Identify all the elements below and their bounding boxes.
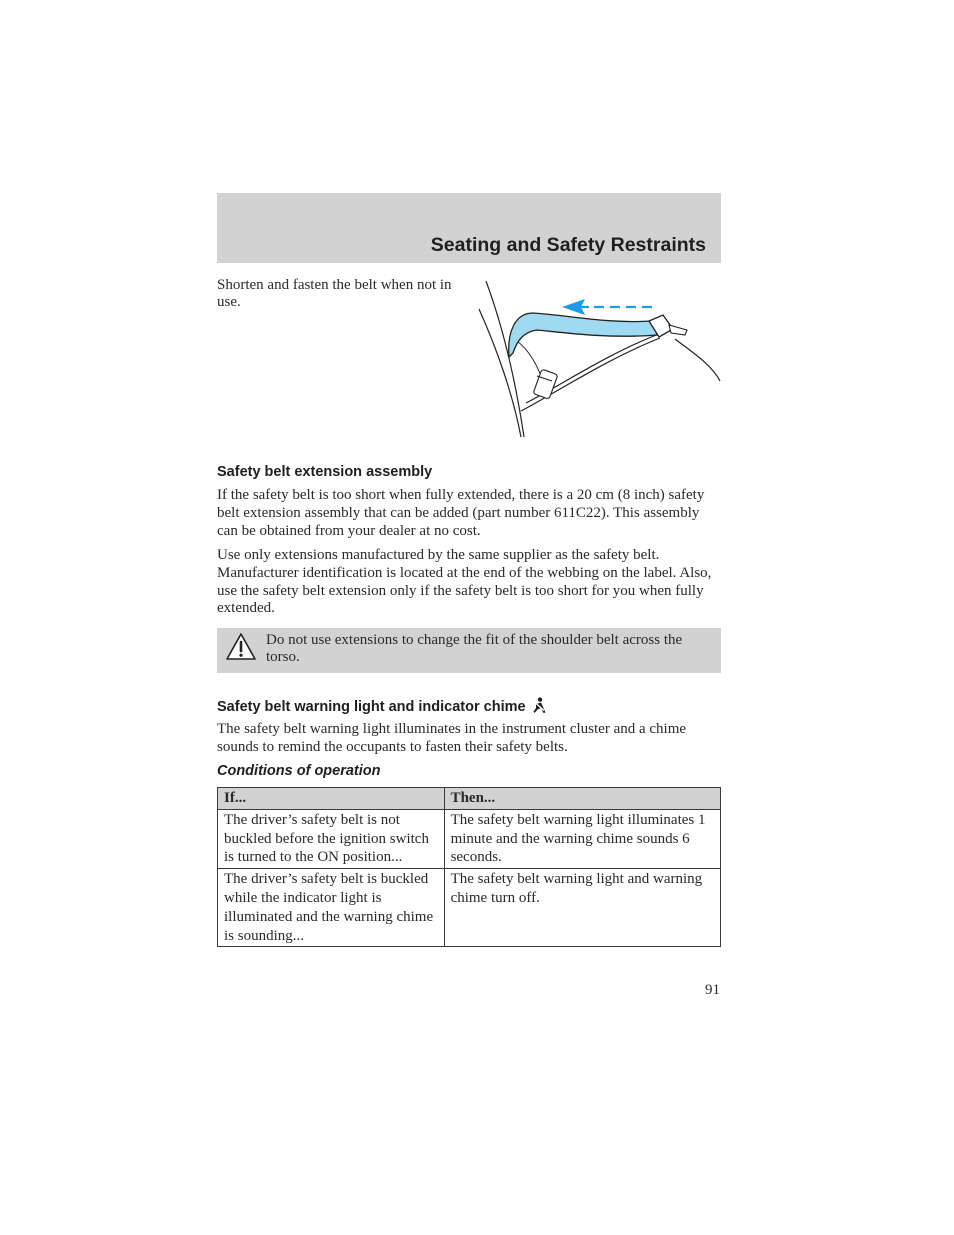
table-cell-if: The driver’s safety belt is buckled while the indicator light is illuminated and the warning chime is sounding... [218,869,445,947]
column-header-then: Then... [444,788,720,810]
seatbelt-indicator-icon [533,697,547,714]
extension-paragraph-1: If the safety belt is too short when fully extended, there is a 20 cm (8 inch) safety belt extension assembly that can be added (part number 611C22). This assembly can be obtained from your dealer at no cost. [217,487,705,539]
chime-heading-line [217,697,547,715]
warning-text: Do not use extensions to change the fit of the shoulder belt across the torso. [266,632,683,665]
seat-belt-stowing-illustration [477,277,723,445]
table-row [218,869,721,947]
table-cell-then: The safety belt warning light and warning chime turn off. [444,869,720,947]
table-cell-then: The safety belt warning light illuminates 1 minute and the warning chime sounds 6 seconds. [444,809,720,868]
warning-triangle-icon [225,632,257,662]
table-row [218,809,721,868]
warning-box [217,628,721,673]
table-header-row [218,788,721,810]
extension-paragraph-2: Use only extensions manufactured by the same supplier as the safety belt. Manufacturer identification is located at the end of the webbing on the label. Also, use the safety belt extension only if the safety belt is too short for you when fully extended. [217,547,712,617]
section-header-bar [217,193,721,263]
page-number: 91 [705,982,720,998]
table-cell-if: The driver’s safety belt is not buckled before the ignition switch is turned to the ON position... [218,809,445,868]
extension-heading: Safety belt extension assembly [217,464,433,480]
section-title: Seating and Safety Restraints [430,234,706,256]
chime-paragraph: The safety belt warning light illuminates in the instrument cluster and a chime sounds to remind the occupants to fasten their safety belts. [217,721,687,755]
intro-text: Shorten and fasten the belt when not in use. [217,277,452,310]
chime-heading: Safety belt warning light and indicator chime [217,699,526,715]
conditions-table [217,787,721,947]
column-header-if: If... [218,788,445,810]
conditions-subheading: Conditions of operation [217,763,381,779]
